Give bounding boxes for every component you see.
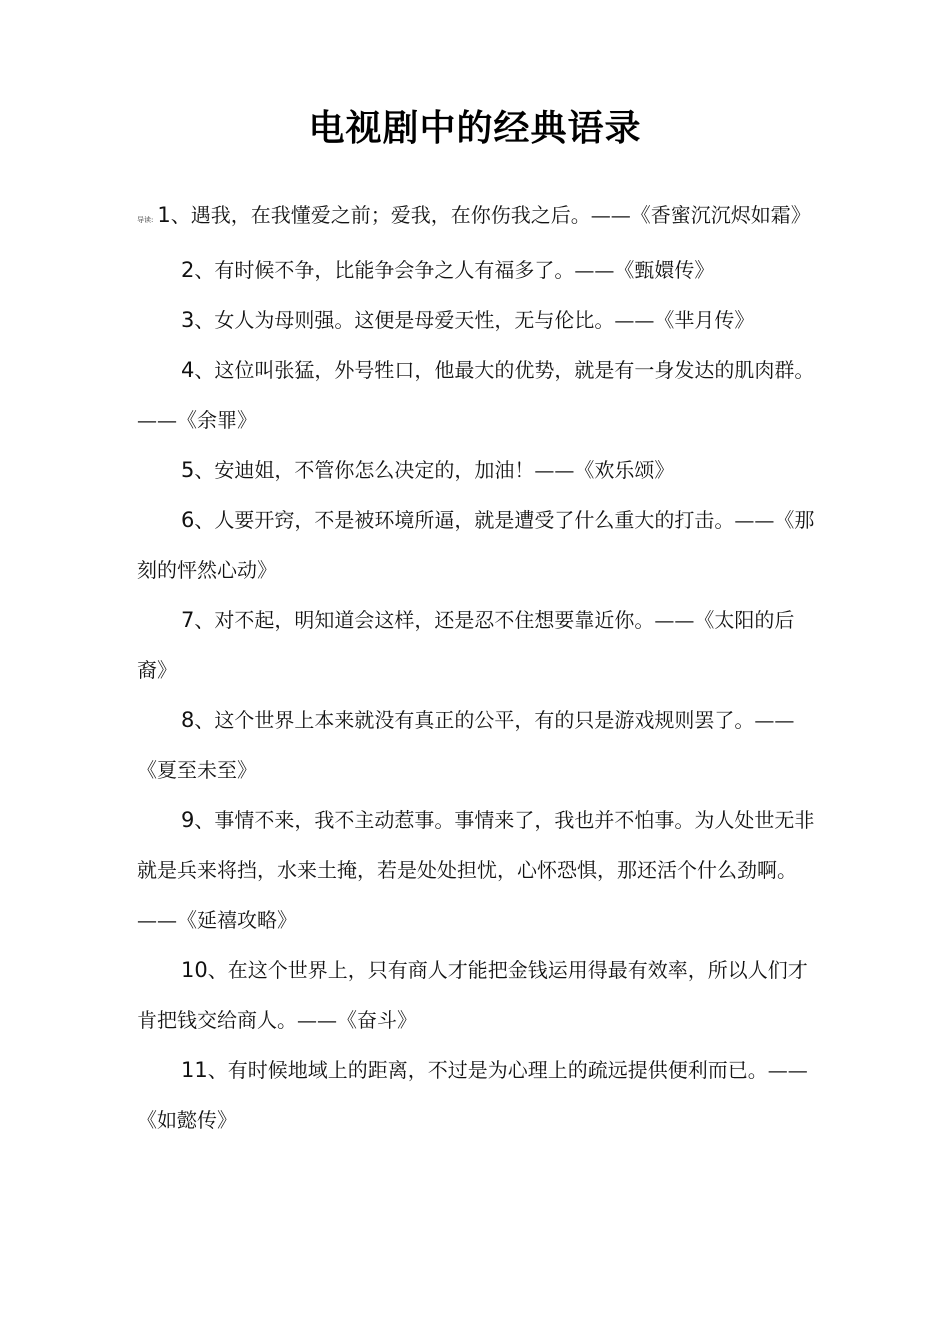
quote-number: 6 [181, 508, 195, 532]
page-title: 电视剧中的经典语录 [308, 108, 642, 149]
quote-paragraph [137, 345, 817, 445]
quote-paragraph [137, 445, 817, 495]
quote-paragraph [137, 495, 817, 595]
quote-paragraph [137, 190, 817, 245]
quote-text: 、女人为母则强。这便是母爱天性，无与伦比。——《芈月传》 [194, 308, 755, 332]
quote-text: 、有时候地域上的距离，不过是为心理上的疏远提供便利而已。——《如懿传》 [137, 1058, 808, 1132]
quote-number: 8 [181, 708, 195, 732]
quote-text: 、事情不来，我不主动惹事。事情来了，我也并不怕事。为人处世无非就是兵来将挡，水来土掩，若是处处担忧，心怀恐惧，那还活个什么劲啊。——《延禧攻略》 [137, 808, 815, 932]
quote-text: 、在这个世界上，只有商人才能把金钱运用得最有效率，所以人们才肯把钱交给商人。——《奋斗》 [137, 958, 808, 1032]
quote-paragraph [137, 695, 817, 795]
quote-number: 11 [181, 1058, 208, 1082]
quote-number: 10 [181, 958, 208, 982]
quote-number: 9 [181, 808, 195, 832]
quote-paragraph [137, 945, 817, 1045]
quote-text: 、遇我，在我懂爱之前；爱我，在你伤我之后。——《香蜜沉沉烬如霜》 [170, 203, 811, 227]
quote-text: 、这个世界上本来就没有真正的公平，有的只是游戏规则罢了。——《夏至未至》 [137, 708, 795, 782]
quote-number: 4 [181, 358, 195, 382]
quote-text: 、有时候不争，比能争会争之人有福多了。——《甄嬛传》 [194, 258, 715, 282]
quote-number: 1 [157, 203, 171, 227]
quote-paragraph [137, 1045, 817, 1145]
quote-number: 7 [181, 608, 195, 632]
quote-paragraph [137, 595, 817, 695]
quote-list [137, 190, 817, 1145]
quote-number: 3 [181, 308, 195, 332]
quote-text: 、人要开窍，不是被环境所逼，就是遭受了什么重大的打击。——《那刻的怦然心动》 [137, 508, 815, 582]
quote-text: 、安迪姐，不管你怎么决定的，加油！——《欢乐颂》 [194, 458, 675, 482]
quote-number: 5 [181, 458, 195, 482]
quote-number: 2 [181, 258, 195, 282]
quote-text: 、对不起，明知道会这样，还是忍不住想要靠近你。——《太阳的后裔》 [137, 608, 795, 682]
quote-paragraph [137, 245, 817, 295]
quote-paragraph [137, 295, 817, 345]
quote-text: 、这位叫张猛，外号牲口，他最大的优势，就是有一身发达的肌肉群。——《余罪》 [137, 358, 815, 432]
quote-paragraph [137, 795, 817, 945]
lead-tag: 导读: [137, 216, 154, 224]
